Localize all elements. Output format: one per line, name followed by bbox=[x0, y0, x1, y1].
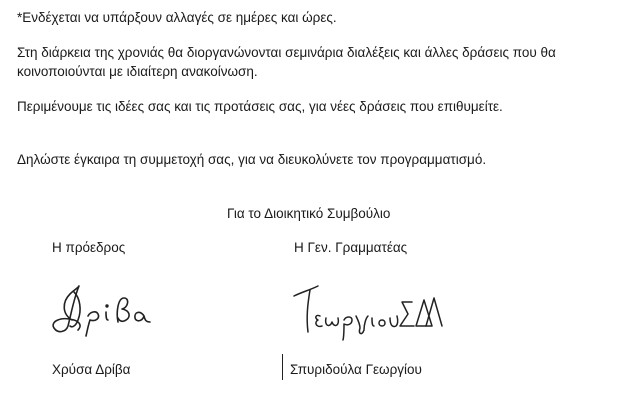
paragraph-2: Περιμένουμε τις ιδέες σας και τις προτάσεις σας, για νέες δράσεις που επιθυμείτε. bbox=[17, 99, 503, 114]
board-title: Για το Διοικητικό Συμβούλιο bbox=[227, 206, 391, 221]
left-signature bbox=[44, 276, 164, 346]
paragraph-3: Δηλώστε έγκαιρα τη συμμετοχή σας, για να διευκολύνετε τον προγραμματισμό. bbox=[17, 152, 487, 167]
left-name: Χρύσα Δρίβα bbox=[52, 362, 131, 377]
left-role: Η πρόεδρος bbox=[52, 240, 126, 255]
signature-divider bbox=[282, 354, 283, 380]
note-line: *Ενδέχεται να υπάρξουν αλλαγές σε ημέρες και ώρες. bbox=[17, 10, 337, 25]
right-signature bbox=[292, 280, 452, 350]
right-name: Σπυριδούλα Γεωργίου bbox=[290, 362, 422, 377]
paragraph-1-line-1: Στη διάρκεια της χρονιάς θα διοργανώνονται σεμινάρια διαλέξεις και άλλες δράσεις που θα bbox=[17, 45, 556, 60]
paragraph-1-line-2: κοινοποιούνται με ιδιαίτερη ανακοίνωση. bbox=[17, 64, 258, 79]
right-role: Η Γεν. Γραμματέας bbox=[294, 240, 408, 255]
